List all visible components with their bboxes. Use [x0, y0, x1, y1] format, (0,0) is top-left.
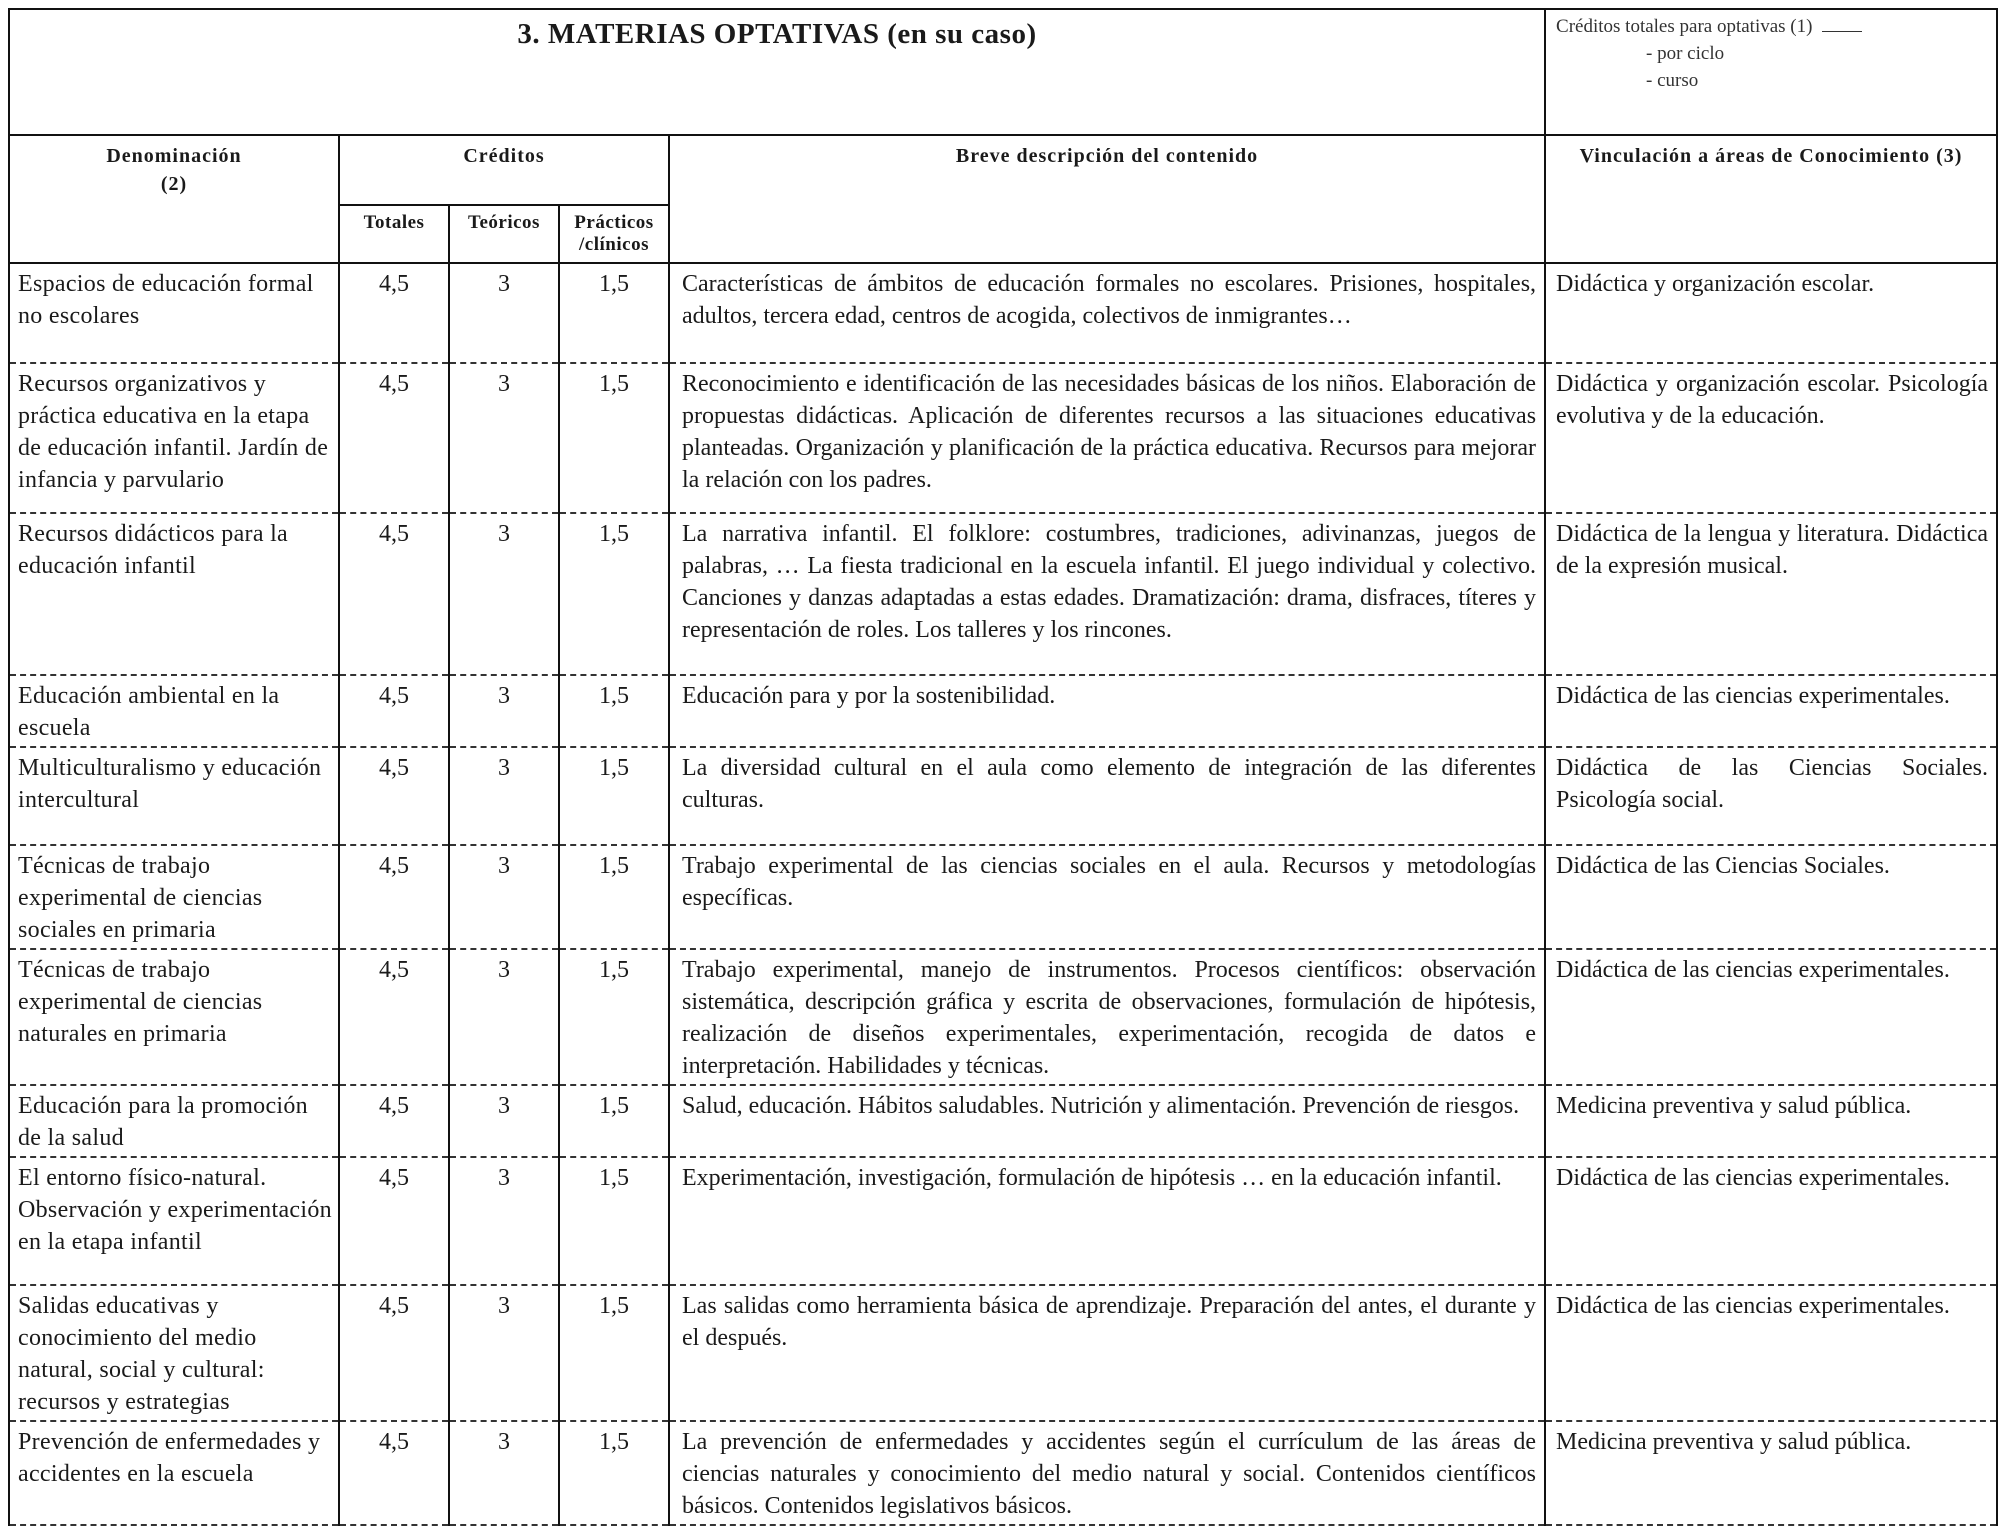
- knowledge-area: Didáctica de la lengua y literatura. Didáctica de la expresión musical.: [1545, 513, 1997, 675]
- subject-name: Salidas educativas y conocimiento del medio natural, social y cultural: recursos y estrategias: [9, 1285, 339, 1421]
- credits-teoricos: 3: [449, 675, 559, 747]
- subject-name: Educación para la promoción de la salud: [9, 1085, 339, 1157]
- knowledge-area: Medicina preventiva y salud pública.: [1545, 1085, 1997, 1157]
- table-row: [9, 747, 1997, 845]
- knowledge-area: Didáctica de las ciencias experimentales.: [1545, 1285, 1997, 1421]
- header-descripcion: Breve descripción del contenido: [669, 135, 1545, 263]
- subject-name: Espacios de educación formal no escolares: [9, 263, 339, 363]
- content-description: Trabajo experimental de las ciencias sociales en el aula. Recursos y metodologías específicas.: [669, 845, 1545, 949]
- credits-practicos: 1,5: [559, 747, 669, 845]
- subject-name: Técnicas de trabajo experimental de ciencias naturales en primaria: [9, 949, 339, 1085]
- credits-totales: 4,5: [339, 845, 449, 949]
- content-description: La prevención de enfermedades y accidentes según el currículum de las áreas de ciencias naturales y conocimiento del medio natural y social. Contenidos científicos básicos. Contenidos legislativos básicos.: [669, 1421, 1545, 1525]
- table-row: [9, 1285, 1997, 1421]
- header-denominacion: [9, 135, 339, 263]
- content-description: Trabajo experimental, manejo de instrumentos. Procesos científicos: observación sistemática, descripción gráfica y escrita de observaciones, formulación de hipótesis, realización de diseños experimentales, experimentación, recogida de datos e interpretación. Habilidades y técnicas.: [669, 949, 1545, 1085]
- credits-totales: 4,5: [339, 675, 449, 747]
- table-row: [9, 949, 1997, 1085]
- knowledge-area: Didáctica de las Ciencias Sociales.: [1545, 845, 1997, 949]
- credits-teoricos: 3: [449, 363, 559, 513]
- subject-name: Recursos didácticos para la educación infantil: [9, 513, 339, 675]
- header-vinculacion: Vinculación a áreas de Conocimiento (3): [1545, 135, 1997, 263]
- subject-name: Recursos organizativos y práctica educativa en la etapa de educación infantil. Jardín de infancia y parvulario: [9, 363, 339, 513]
- header-denominacion-label: Denominación: [106, 145, 242, 167]
- credits-teoricos: 3: [449, 949, 559, 1085]
- table-row: [9, 1421, 1997, 1525]
- table-row: [9, 1085, 1997, 1157]
- credits-practicos: 1,5: [559, 845, 669, 949]
- credits-practicos: 1,5: [559, 949, 669, 1085]
- header-creditos: Créditos: [339, 135, 669, 205]
- section-title: 3. MATERIAS OPTATIVAS (en su caso): [517, 18, 1037, 50]
- subject-name: Prevención de enfermedades y accidentes en la escuela: [9, 1421, 339, 1525]
- credits-practicos: 1,5: [559, 513, 669, 675]
- header-teoricos: Teóricos: [449, 205, 559, 263]
- credits-totales: 4,5: [339, 747, 449, 845]
- content-description: La diversidad cultural en el aula como elemento de integración de las diferentes culturas.: [669, 747, 1545, 845]
- knowledge-area: Medicina preventiva y salud pública.: [1545, 1421, 1997, 1525]
- credits-summary-line: - por ciclo: [1646, 43, 1725, 64]
- content-description: Experimentación, investigación, formulación de hipótesis … en la educación infantil.: [669, 1157, 1545, 1285]
- credits-teoricos: 3: [449, 513, 559, 675]
- credits-summary-title: Créditos totales para optativas (1): [1556, 16, 1813, 37]
- knowledge-area: Didáctica de las ciencias experimentales.: [1545, 949, 1997, 1085]
- table-row: [9, 1157, 1997, 1285]
- credits-teoricos: 3: [449, 845, 559, 949]
- credits-teoricos: 3: [449, 263, 559, 363]
- knowledge-area: Didáctica de las Ciencias Sociales. Psicología social.: [1545, 747, 1997, 845]
- document-page: [8, 8, 1996, 1526]
- table-row: [9, 363, 1997, 513]
- knowledge-area: Didáctica de las ciencias experimentales.: [1545, 675, 1997, 747]
- table-body: [9, 263, 1997, 1525]
- subject-name: El entorno físico-natural. Observación y experimentación en la etapa infantil: [9, 1157, 339, 1285]
- table-row: [9, 675, 1997, 747]
- credits-totales: 4,5: [339, 1421, 449, 1525]
- credits-summary-cell: [1545, 9, 1997, 135]
- credits-totales: 4,5: [339, 1285, 449, 1421]
- subject-name: Educación ambiental en la escuela: [9, 675, 339, 747]
- knowledge-area: Didáctica y organización escolar. Psicología evolutiva y de la educación.: [1545, 363, 1997, 513]
- credits-summary-line: - curso: [1646, 70, 1699, 91]
- credits-totales: 4,5: [339, 263, 449, 363]
- content-description: Educación para y por la sostenibilidad.: [669, 675, 1545, 747]
- content-description: Reconocimiento e identificación de las necesidades básicas de los niños. Elaboración de propuestas didácticas. Aplicación de diferentes recursos a las situaciones educativas planteadas. Organización y planificación de la práctica educativa. Recursos para mejorar la relación con los padres.: [669, 363, 1545, 513]
- credits-teoricos: 3: [449, 1285, 559, 1421]
- credits-practicos: 1,5: [559, 675, 669, 747]
- credits-practicos: 1,5: [559, 1421, 669, 1525]
- credits-teoricos: 3: [449, 1085, 559, 1157]
- credits-totales: 4,5: [339, 1085, 449, 1157]
- credits-practicos: 1,5: [559, 1285, 669, 1421]
- content-description: Las salidas como herramienta básica de aprendizaje. Preparación del antes, el durante y el después.: [669, 1285, 1545, 1421]
- credits-totales: 4,5: [339, 363, 449, 513]
- knowledge-area: Didáctica y organización escolar.: [1545, 263, 1997, 363]
- credits-practicos: 1,5: [559, 363, 669, 513]
- content-description: Salud, educación. Hábitos saludables. Nutrición y alimentación. Prevención de riesgos.: [669, 1085, 1545, 1157]
- knowledge-area: Didáctica de las ciencias experimentales.: [1545, 1157, 1997, 1285]
- blank-line: [1822, 31, 1862, 32]
- credits-practicos: 1,5: [559, 1085, 669, 1157]
- table-row: [9, 845, 1997, 949]
- credits-teoricos: 3: [449, 747, 559, 845]
- credits-teoricos: 3: [449, 1421, 559, 1525]
- credits-practicos: 1,5: [559, 1157, 669, 1285]
- content-description: La narrativa infantil. El folklore: costumbres, tradiciones, adivinanzas, juegos de palabras, … La fiesta tradicional en la escuela infantil. El juego individual y colectivo. Canciones y danzas adaptadas a estas edades. Dramatización: drama, disfraces, títeres y representación de roles. Los talleres y los rincones.: [669, 513, 1545, 675]
- section-title-cell: [9, 9, 1545, 135]
- optativas-table: [8, 8, 1998, 1526]
- header-denominacion-note: (2): [160, 173, 188, 195]
- credits-totales: 4,5: [339, 949, 449, 1085]
- credits-teoricos: 3: [449, 1157, 559, 1285]
- credits-totales: 4,5: [339, 1157, 449, 1285]
- table-row: [9, 513, 1997, 675]
- content-description: Características de ámbitos de educación formales no escolares. Prisiones, hospitales, adultos, tercera edad, centros de acogida, colectivos de inmigrantes…: [669, 263, 1545, 363]
- subject-name: Multiculturalismo y educación intercultural: [9, 747, 339, 845]
- header-totales: Totales: [339, 205, 449, 263]
- credits-practicos: 1,5: [559, 263, 669, 363]
- table-row: [9, 263, 1997, 363]
- subject-name: Técnicas de trabajo experimental de ciencias sociales en primaria: [9, 845, 339, 949]
- header-practicos: Prácticos /clínicos: [559, 205, 669, 263]
- credits-totales: 4,5: [339, 513, 449, 675]
